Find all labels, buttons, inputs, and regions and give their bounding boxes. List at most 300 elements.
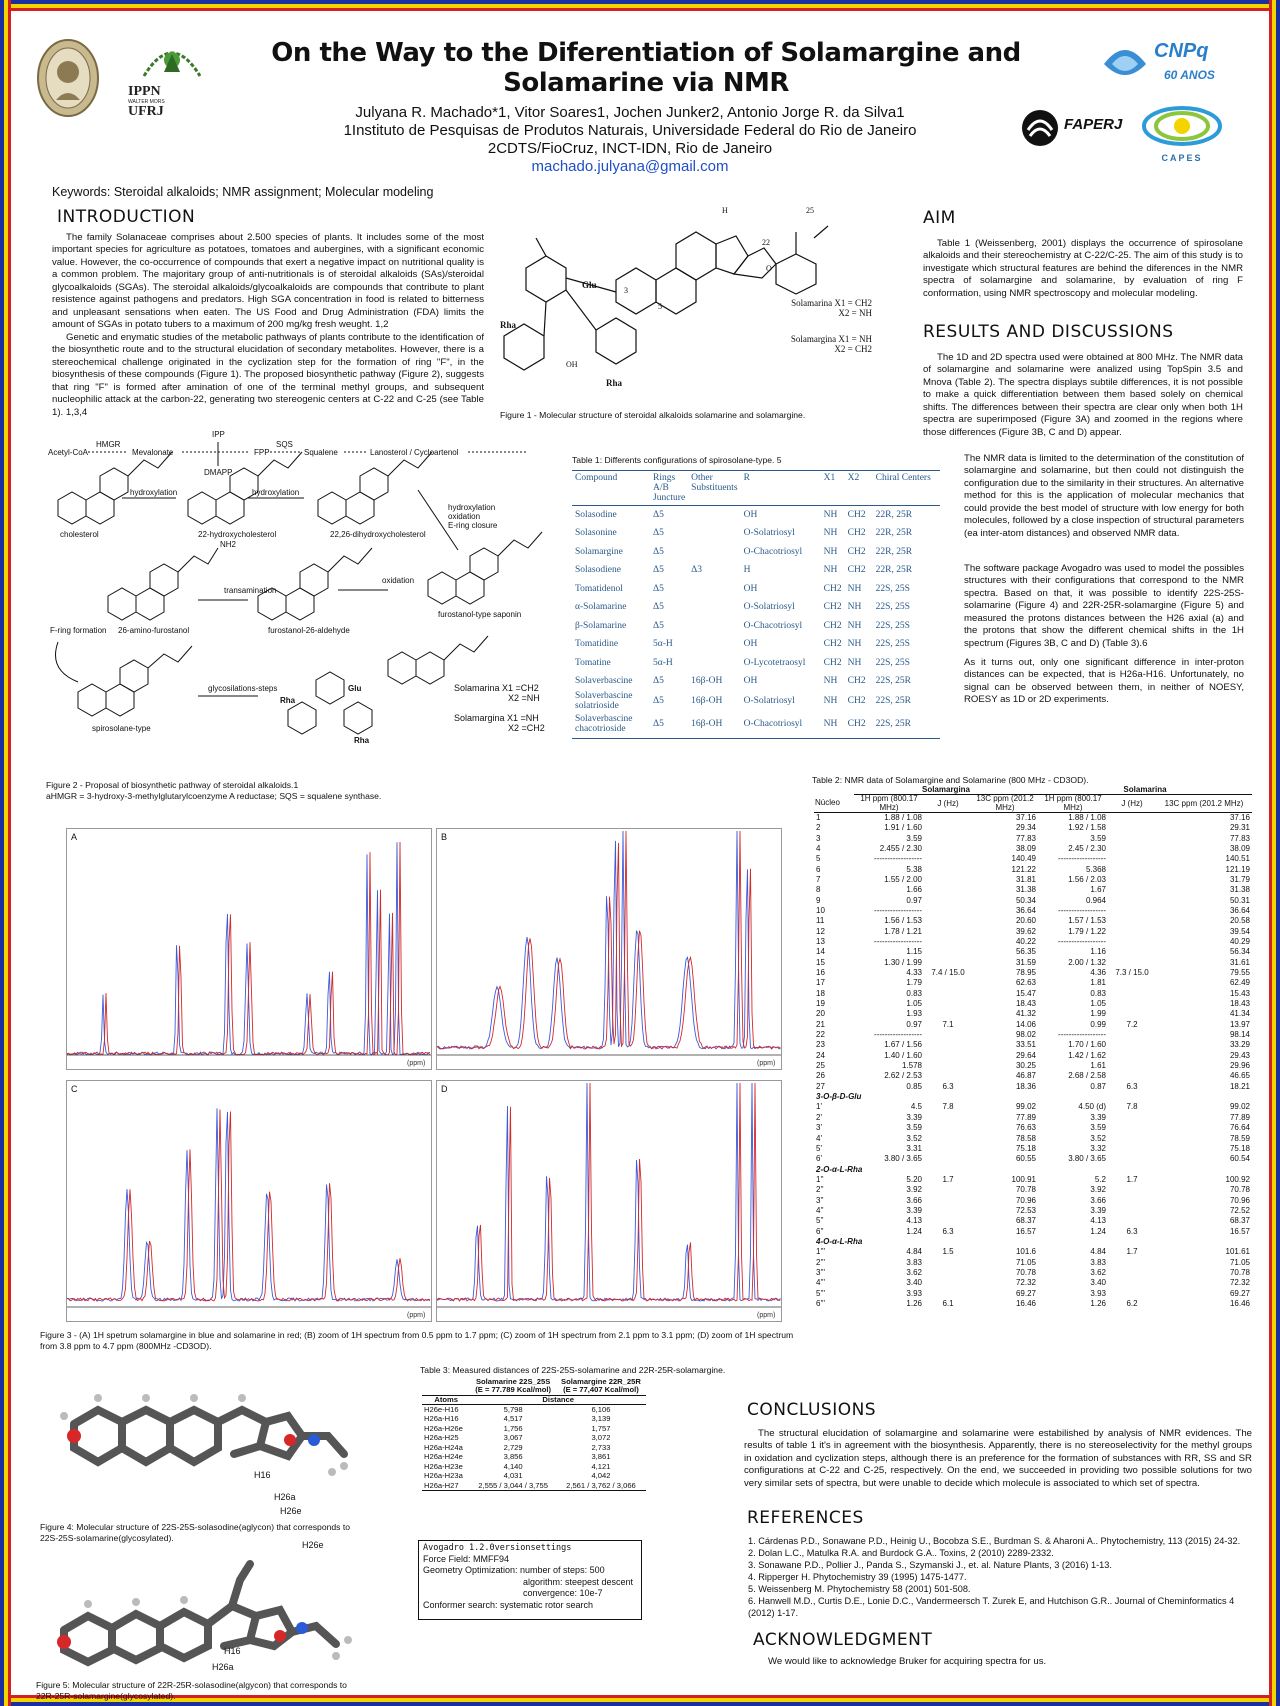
table3-cell: H26a-H23e: [424, 1461, 463, 1471]
table2-cell: 1.30 / 1.99: [884, 957, 922, 967]
fig1-label-o: O: [766, 264, 772, 273]
table1-cell: H: [743, 565, 751, 576]
table2-cell: [924, 1144, 972, 1154]
table1-cell: Tomatidine: [575, 639, 619, 650]
ring-e: [734, 248, 776, 278]
table2-cell: 1.91 / 1.60: [884, 823, 922, 833]
table2-cell: 3.80 / 3.65: [884, 1154, 922, 1164]
table3-row: [422, 1471, 646, 1481]
table1-cell: Δ5: [653, 510, 664, 520]
references-title: REFERENCES: [747, 1508, 864, 1528]
table2-cell: 3.92: [1090, 1185, 1106, 1195]
avogadro-line5: convergence: 10e-7: [523, 1588, 603, 1599]
table1-h-compound: Compound: [572, 471, 650, 506]
table2-cell: [1108, 895, 1156, 905]
table2-cell: 1.67: [1090, 885, 1106, 895]
table2-cell: 1.55 / 2.00: [884, 874, 922, 884]
table1-cell: O-Solatriosyl: [743, 528, 795, 539]
table2-cell: 75.18: [1015, 1143, 1036, 1153]
steroid-dihydroxy: [318, 452, 432, 524]
table2-cell: ------------------: [874, 905, 922, 915]
step-nh2: NH2: [220, 540, 237, 549]
table2-cell: 77.83: [1015, 833, 1036, 843]
table2-cell: 24: [816, 1050, 825, 1060]
table2-cell: [924, 823, 972, 833]
table1-cell: [688, 506, 740, 525]
table1-row: [572, 635, 940, 654]
results-p3: The software package Avogadro was used to model the possibles structures with their configurations that correspond to the NMR spectra. Based on that, it was possible to identify 22S-25S-solamarine (Figure 4) and 22R-25R-solamargine (Figure 5) and measured the protons distances between the H26 axial (a) and the protons that show the different chemical shifts in the 1H spectrum (Figures 3B, C and D) (Table 3).6: [964, 563, 1244, 649]
table2-cell: ------------------: [874, 1030, 922, 1040]
table2-cell: [1108, 926, 1156, 936]
table2-cell: 31.38: [1015, 885, 1036, 895]
table2-row: [814, 854, 1252, 864]
avogadro-line1: Avogadro 1.2.0versionsettings: [423, 1543, 572, 1553]
table3-cell: 3,139: [591, 1414, 611, 1424]
table3-cell: 3,856: [503, 1452, 523, 1462]
table1-cell: NH: [847, 602, 862, 613]
table2-row: [814, 1247, 1252, 1257]
table2-cell: 20.60: [1015, 916, 1036, 926]
table2-cell: [924, 937, 972, 947]
table2-cell: 7: [816, 874, 821, 884]
table1-cell: O-Chacotriosyl: [743, 546, 803, 557]
table2-cell: 1.40 / 1.60: [884, 1050, 922, 1060]
authors: Julyana R. Machado*1, Vitor Soares1, Jochen Junker2, Antonio Jorge R. da Silva1: [355, 104, 905, 121]
table2-cell: 4.36: [1090, 968, 1106, 977]
figure4-caption: Figure 4: Molecular structure of 22S-25S-solasodine(aglycon) that corresponds to 22S-25S-solamarine(glycosylated).: [40, 1522, 351, 1543]
table2-cell: 3.52: [1090, 1133, 1106, 1143]
table3-cell: H26a-H25: [424, 1433, 459, 1443]
table2-cell: ------------------: [874, 936, 922, 946]
table2-cell: [1108, 844, 1156, 854]
table1-cell: Solamargine: [575, 546, 623, 557]
table1-cell: Solasodine: [575, 510, 617, 520]
table3-cell: 5,798: [503, 1405, 523, 1415]
table1-cell: Solaverbascine chacotrioside: [572, 711, 650, 739]
step-spiro: spirosolane-type: [92, 724, 151, 733]
table2-cell: 1.70 / 1.60: [1068, 1040, 1106, 1050]
table2-h-1h-a: 1H ppm (800.17 MHz): [854, 795, 924, 813]
table2-cell: 29.31: [1229, 823, 1250, 833]
table2-cell: 1: [816, 813, 821, 823]
table2-cell: 31.81: [1015, 874, 1036, 884]
table2-cell: 3.59: [906, 1123, 922, 1133]
table1-cell: [688, 524, 740, 543]
table2-cell: [1108, 875, 1156, 885]
results-title: RESULTS AND DISCUSSIONS: [923, 322, 1174, 342]
table2-row: [814, 1268, 1252, 1278]
figure2-footnote: aHMGR = 3-hydroxy-3-methylglutarylcoenzyme A reductase; SQS = squalene synthase.: [46, 791, 382, 801]
panel-letter-d: D: [441, 1084, 448, 1094]
table2-cell: [1108, 1257, 1156, 1267]
table1-cell: Solaverbascine: [575, 676, 633, 687]
table2-cell: 2.68 / 2.58: [1068, 1071, 1106, 1081]
table1-cell: OH: [743, 583, 758, 594]
table2-cell: 1.88 / 1.08: [884, 813, 922, 823]
avogadro-line2: Force Field: MMFF94: [423, 1553, 510, 1564]
table3-cell: H26e-H16: [424, 1405, 459, 1415]
table1-cell: 22S, 25S: [875, 639, 910, 650]
table2-cell: 8: [816, 885, 821, 895]
table2-cell: 56.35: [1015, 947, 1036, 957]
table2-cell: 3.59: [1090, 833, 1106, 843]
table1-row: [572, 580, 940, 599]
table2-group-row: [814, 1237, 1252, 1247]
table2-cell: ------------------: [1058, 854, 1106, 864]
table2-cell: 4': [816, 1133, 822, 1143]
table2-cell: [924, 1030, 972, 1040]
table3-cell: H26a-H24a: [424, 1442, 463, 1452]
table1-row: [572, 617, 940, 636]
table2-cell: 23: [816, 1040, 825, 1050]
table2-group1: Solamargina: [921, 785, 970, 794]
table2-cell: 5'': [816, 1216, 824, 1226]
table1-cell: NH: [847, 620, 862, 631]
table2-cell: 68.37: [1229, 1216, 1250, 1226]
table1-cell: NH: [823, 510, 838, 520]
table1-cell: 22S, 25R: [875, 676, 911, 687]
table2-cell: 3.93: [1090, 1288, 1106, 1298]
table2-cell: 3.39: [1090, 1112, 1106, 1122]
table3-col1-energy: (E = 77.789 Kcal/mol): [475, 1385, 551, 1395]
table2-row: [814, 1040, 1252, 1050]
table1-cell: Δ3: [691, 565, 703, 576]
table1-cell: Δ5: [653, 546, 664, 557]
table3-cell: H26a-H24e: [424, 1452, 463, 1462]
table2-cell: 76.64: [1229, 1123, 1250, 1133]
table1-cell: CH2: [847, 676, 866, 687]
table2-cell: 1.67 / 1.56: [884, 1040, 922, 1050]
table2-cell: [924, 926, 972, 936]
fig1-solamargina-x1: Solamargina X1 = NH: [790, 334, 872, 344]
table2-row: [814, 1257, 1252, 1267]
table2-cell: 71.05: [1015, 1257, 1036, 1267]
step-solamargina-x1: Solamargina X1 =NH: [454, 713, 539, 723]
table2-cell: [1108, 947, 1156, 957]
table2-cell: 19: [816, 999, 825, 1009]
table2-cell: 1.15: [906, 947, 922, 957]
table2-cell: 37.16: [1229, 813, 1250, 823]
table2-cell: 70.78: [1229, 1267, 1250, 1277]
table2-cell: 5.368: [1085, 864, 1106, 874]
table2-cell: 29.43: [1229, 1050, 1250, 1060]
panel-letter-a: A: [71, 832, 78, 842]
table2-cell: [924, 916, 972, 926]
table2-cell: 33.51: [1015, 1040, 1036, 1050]
table2-row: [814, 1206, 1252, 1216]
table2-cell: 18.43: [1015, 999, 1036, 1009]
table2-row: [814, 1299, 1252, 1309]
table2-row: [814, 1102, 1252, 1112]
fig1-label-oh: OH: [566, 360, 578, 369]
table2-cell: 20: [816, 1009, 825, 1019]
fig4-label-h26a: H26a: [274, 1492, 296, 1502]
table3-cell: H26a-H16: [424, 1414, 459, 1424]
table2-cell: 1.578: [901, 1061, 922, 1071]
table1-cell: Tomatine: [575, 657, 611, 668]
table2-cell: 18.43: [1229, 999, 1250, 1009]
table2-group-row: [814, 1164, 1252, 1174]
fig1-label-c22: 22: [762, 238, 770, 247]
ippn-logo-sub: WALTER MORS: [128, 99, 165, 105]
step-solamargina: [454, 714, 545, 734]
table2-cell: 1.16: [1090, 947, 1106, 957]
table2-cell: 39.62: [1015, 926, 1036, 936]
step-eclosure-1: hydroxylation: [448, 503, 496, 512]
reference-item: 5. Weissenberg M. Phytochemistry 58 (2001) 501-508.: [748, 1583, 971, 1594]
table2-cell: 99.02: [1229, 1102, 1250, 1112]
table1-cell: Δ5: [653, 602, 664, 613]
table3-cell: H26a-H27: [424, 1480, 459, 1490]
table2-h-nucleo: Núcleo: [815, 798, 840, 808]
table3-col1: [470, 1378, 556, 1395]
table2-cell: 13.97: [1229, 1019, 1250, 1029]
table2-cell: 16: [816, 968, 825, 977]
frame-top-red: [0, 8, 1280, 11]
table2-cell: 30.25: [1015, 1061, 1036, 1071]
table2-cell: 4.33: [906, 968, 922, 977]
table2-cell: [924, 1009, 972, 1019]
ufrj-logo-text: UFRJ: [128, 104, 164, 119]
table2-cell: 4.5: [910, 1102, 922, 1112]
table2-cell: 60.54: [1229, 1154, 1250, 1164]
table2-row: [814, 947, 1252, 957]
fig1-label-glu: Glu: [582, 280, 597, 290]
table2-row: [814, 1071, 1252, 1081]
table3-cell: 6,106: [591, 1405, 611, 1415]
table3-cell: 1,756: [503, 1423, 523, 1433]
table2-cell: 0.85: [906, 1081, 922, 1091]
table1-cell: α-Solamarine: [575, 602, 627, 613]
table3-cell: 1,757: [591, 1423, 611, 1433]
ippn-logo: [124, 36, 220, 120]
table2-cell: 1.05: [906, 999, 922, 1009]
table2-cell: 70.96: [1229, 1195, 1250, 1205]
table1-h-x1: X1: [821, 471, 845, 506]
table1-cell: Solaverbascine solatrioside: [575, 690, 633, 711]
table2-cell: [1108, 978, 1156, 988]
step-acetyl: Acetyl-CoA: [48, 448, 89, 457]
table2-cell: 41.32: [1015, 1009, 1036, 1019]
solamarine-trace: [67, 842, 430, 1055]
step-fpp: FPP: [254, 448, 270, 457]
solamargine-trace: [67, 842, 430, 1055]
table2-h-j-b: J (Hz): [1108, 795, 1156, 813]
table2-cell: 72.32: [1229, 1278, 1250, 1288]
table2-cell: 29.96: [1229, 1061, 1250, 1071]
table2-cell: 6.3: [1126, 1226, 1138, 1236]
table2-cell: 1.26: [906, 1299, 922, 1308]
table2-cell: [924, 906, 972, 916]
table2-h-13c-a: 13C ppm (201.2 MHz): [972, 795, 1038, 813]
table2-cell: [1108, 1195, 1156, 1205]
fig1-solamarina-x2: X2 = NH: [838, 308, 872, 318]
table2-row: [814, 885, 1252, 895]
table2-cell: 72.32: [1015, 1278, 1036, 1288]
table1-caption: Table 1: Differents configurations of spirosolane-type. 5: [572, 455, 782, 465]
step-eclosure-3: E-ring closure: [448, 520, 498, 530]
table2-cell: 2'': [816, 1185, 824, 1195]
table2-cell: 41.34: [1229, 1009, 1250, 1019]
table2-cell: 4.84: [1090, 1247, 1106, 1257]
step-transamination: transamination: [224, 586, 277, 595]
step-cholesterol: cholesterol: [60, 530, 99, 539]
table2-cell: [1108, 1061, 1156, 1071]
table2-cell: 0.83: [906, 988, 922, 998]
table2-cell: 3.83: [906, 1257, 922, 1267]
table2-row: [814, 1133, 1252, 1143]
table2-cell: 75.18: [1229, 1143, 1250, 1153]
table2-cell: [1108, 864, 1156, 874]
table2-cell: 1.42 / 1.62: [1068, 1050, 1106, 1060]
ring-c: [676, 232, 716, 280]
table1-cell: 22S, 25R: [873, 711, 940, 739]
table1-row: [572, 672, 940, 691]
table1-cell: Δ5: [653, 676, 664, 687]
table1-cell: [688, 580, 740, 599]
ring-f: [776, 254, 816, 294]
table1-cell: [688, 543, 740, 562]
figure5-caption: Figure 5: Molecular structure of 22R-25R-solasodine(algycon) that corresponds to 22R-25R-solamargine(glycosylated).: [36, 1680, 347, 1701]
fig1-label-c3: 3: [624, 286, 628, 295]
table2-cell: 4''': [816, 1278, 826, 1288]
table2-cell: 7.8: [942, 1102, 954, 1112]
table2-cell: 2''': [816, 1257, 826, 1267]
table2-group-title: 2-O-α-L-Rha: [816, 1164, 863, 1174]
figure2-caption: Figure 2 - Proposal of biosynthetic pathway of steroidal alkaloids.1: [46, 780, 299, 790]
affiliation-2: 2CDTS/FioCruz, INCT-IDN, Rio de Janeiro: [487, 140, 773, 157]
step-eclosure-2: oxidation: [448, 511, 481, 521]
cnpq-logo-text: CNPq: [1154, 40, 1209, 62]
table2-cell: 100.91: [1011, 1174, 1036, 1184]
step-eclosure: [448, 504, 497, 530]
table2-row: [814, 957, 1252, 967]
step-aldehyde: furostanol-26-aldehyde: [268, 626, 350, 635]
fig1-solamarina: [762, 298, 872, 318]
table3-cell: 2,561 / 3,762 / 3,066: [566, 1480, 636, 1490]
table2-grid: [814, 786, 1252, 1309]
aim-text: Table 1 (Weissenberg, 2001) displays the occurrence of spirosolane alkaloids and their stereochemistry at C-22/C-25. The aim of this study is to investigate which structural features are behind the diferences in the NMR spectra of solamargine and solamarine, by evaluation of ring F conformation, using NMR spectroscopy and molecular modeling.: [923, 238, 1243, 299]
avogadro-line6: Conformer search: systematic rotor search: [423, 1599, 594, 1610]
table2-cell: 3.93: [906, 1288, 922, 1298]
table2-cell: 1.56 / 2.03: [1068, 874, 1106, 884]
table2-row: [814, 937, 1252, 947]
table1-cell: 22S, 25S: [875, 620, 910, 631]
table2-cell: [924, 854, 972, 864]
table2-cell: 2.45 / 2.30: [1068, 843, 1106, 853]
table1-row: [572, 561, 940, 580]
table2-cell: [924, 1040, 972, 1050]
table2-cell: 1.79: [906, 978, 922, 988]
table1-cell: CH2: [823, 657, 842, 668]
table2-cell: 56.34: [1229, 947, 1250, 957]
table2-cell: 140.51: [1225, 854, 1250, 864]
capes-logo: [1134, 102, 1230, 164]
table1-row: [572, 543, 940, 562]
table2-cell: 79.55: [1229, 968, 1250, 977]
keywords: Keywords: Steroidal alkaloids; NMR assignment; Molecular modeling: [52, 185, 434, 199]
table2-cell: 0.99: [1090, 1019, 1106, 1029]
email-link[interactable]: machado.julyana@gmail.com: [531, 158, 729, 175]
table2-cell: [1108, 1185, 1156, 1195]
table2-cell: [1108, 854, 1156, 864]
table1-cell: CH2: [845, 711, 873, 739]
table2: [814, 786, 1252, 1309]
faperj-logo-text: FAPERJ: [1064, 116, 1123, 133]
avogadro-line3: Geometry Optimization: number of steps: 500: [423, 1565, 605, 1576]
table2-cell: 62.49: [1229, 978, 1250, 988]
reference-item: 4. Ripperger H. Phytochemistry 39 (1995) 1475-1477.: [748, 1571, 967, 1582]
table3: [422, 1378, 646, 1491]
table2-cell: 1.78 / 1.21: [884, 926, 922, 936]
table2-cell: 7.2: [1126, 1019, 1138, 1029]
table1-cell: Δ5: [653, 583, 664, 594]
table2-cell: 3.92: [906, 1185, 922, 1195]
table2-cell: [924, 999, 972, 1009]
table2-cell: 9: [816, 895, 821, 905]
table2-cell: [924, 1061, 972, 1071]
table3-cell: 2,555 / 3,044 / 3,755: [478, 1480, 548, 1490]
table3-caption: Table 3: Measured distances of 22S-25S-solamarine and 22R-25R-solamargine.: [420, 1365, 726, 1375]
table2-cell: 3.66: [1090, 1195, 1106, 1205]
table2-row: [814, 1009, 1252, 1019]
table2-cell: 0.97: [906, 1019, 922, 1029]
table2-cell: [924, 1051, 972, 1061]
table1-cell: NH: [823, 676, 838, 687]
ufrj-seal-logo: [36, 38, 100, 118]
table1-row: [572, 654, 940, 673]
table1-cell: O-Chacotriosyl: [741, 711, 821, 739]
table3-row: [422, 1443, 646, 1453]
table2-row: [814, 1030, 1252, 1040]
table2-cell: 10: [816, 905, 825, 915]
ppm-axis-label: (ppm): [407, 1060, 426, 1067]
step-glyco: glycosilations-steps: [208, 684, 278, 693]
table2-group2: Solamarina: [1123, 785, 1167, 794]
table1-cell: O-Lycotetraosyl: [743, 657, 806, 668]
table2-cell: 3': [816, 1123, 822, 1133]
table2-cell: 140.49: [1011, 854, 1036, 864]
table1-cell: 22S, 25S: [875, 583, 910, 594]
table1-h-x2: X2: [845, 471, 873, 506]
table2-cell: 3'': [816, 1195, 824, 1205]
table2-cell: 36.64: [1229, 905, 1250, 915]
table2-cell: 101.61: [1225, 1247, 1250, 1257]
solamarine-trace: [437, 831, 781, 1049]
table2-h-1h-b: 1H ppm (800.17 MHz): [1038, 795, 1108, 813]
fig5-label-h16: H16: [224, 1646, 241, 1656]
table3-row: [422, 1462, 646, 1472]
figure4-model: [44, 1376, 374, 1516]
table2-row: [814, 999, 1252, 1009]
table2-cell: 1.66: [906, 885, 922, 895]
table2-cell: [1108, 906, 1156, 916]
table3-h-atoms: Atoms: [434, 1394, 458, 1404]
affiliation-1: 1Instituto de Pesquisas de Produtos Naturais, Universidade Federal do Rio de Janeiro: [343, 122, 917, 139]
table2-cell: 3.80 / 3.65: [1068, 1154, 1106, 1164]
table2-cell: 70.78: [1015, 1267, 1036, 1277]
fig5-label-h26a: H26a: [212, 1662, 234, 1672]
step-mevalonate: Mevalonate: [132, 448, 174, 457]
table2-cell: 1.81: [1090, 978, 1106, 988]
table2-cell: 27: [816, 1081, 825, 1091]
table1-cell: NH: [821, 711, 845, 739]
table2-row: [814, 1226, 1252, 1236]
table2-cell: [924, 1268, 972, 1278]
spectrum-panel-c: [66, 1080, 432, 1322]
table2-cell: 0.83: [1090, 988, 1106, 998]
avogadro-settings-box: [418, 1540, 642, 1620]
